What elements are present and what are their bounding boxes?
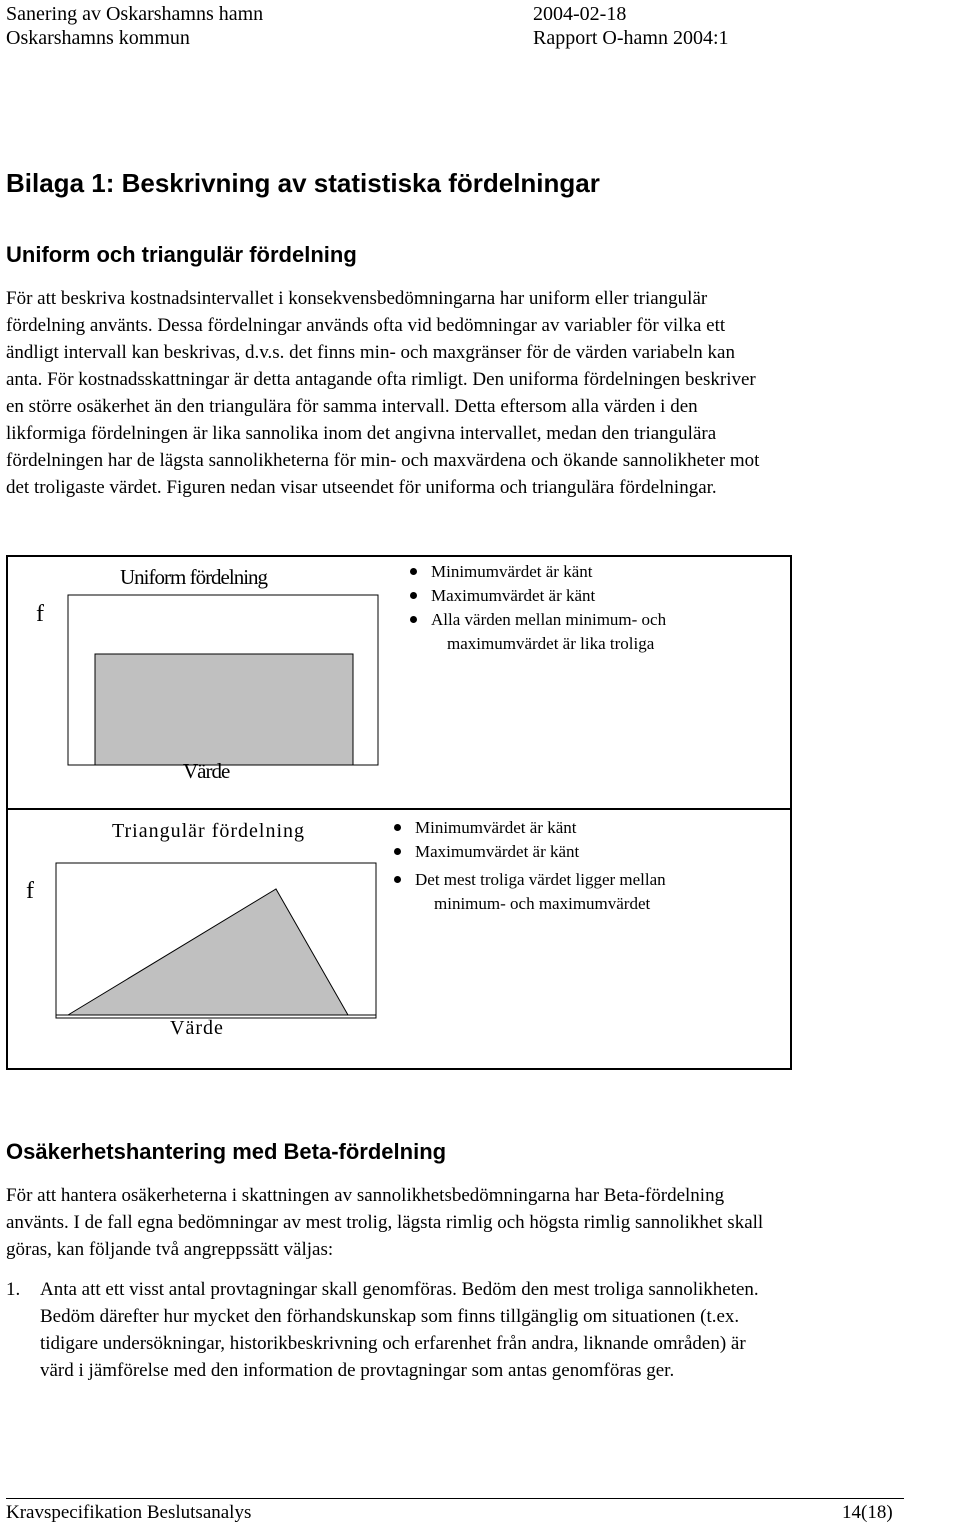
paragraph-line: För att hantera osäkerheterna i skattningen av sannolikhetsbedömningarna har Beta-fördelning (6, 1185, 725, 1206)
header-doc-title: Sanering av Oskarshamns hamn (6, 3, 264, 25)
bullet-continuation: minimum- och maximumvärdet (434, 894, 651, 913)
bullet-item: Maximumvärdet är känt (410, 584, 666, 608)
numbered-list-item (40, 1276, 956, 1384)
bullet-item: Maximumvärdet är känt (394, 840, 666, 864)
section-heading-beta: Osäkerhetshantering med Beta-fördelning (6, 1139, 447, 1164)
uniform-y-label: f (36, 601, 44, 627)
paragraph-line: För att beskriva kostnadsintervallet i konsekvensbedömningarna har uniform eller triangulär (6, 288, 708, 309)
bullet-icon (394, 824, 401, 831)
uniform-title: Uniform fördelning (120, 565, 268, 589)
bullet-item: Alla värden mellan minimum- och (410, 608, 666, 632)
footer-rule (6, 1498, 904, 1499)
section2-paragraph (6, 1182, 956, 1263)
bullet-icon (410, 616, 417, 623)
page-title: Bilaga 1: Beskrivning av statistiska fördelningar (6, 168, 600, 198)
bullet-item: Minimumvärdet är känt (394, 816, 666, 840)
paragraph-line: fördelning använts. Dessa fördelningar används ofta vid bedömningar av variabler för vilka ett (6, 315, 726, 336)
bullet-item: Minimumvärdet är känt (410, 560, 666, 584)
triangular-distribution-panel (6, 808, 792, 1070)
uniform-distribution-panel (6, 555, 792, 814)
header-date: 2004-02-18 (533, 3, 627, 25)
section-heading-uniform-triangular: Uniform och triangulär fördelning (6, 242, 357, 267)
paragraph-line: Anta att ett visst antal provtagningar skall genomföras. Bedöm den mest troliga sannolikheten. (40, 1279, 759, 1300)
header-org: Oskarshamns kommun (6, 27, 190, 49)
paragraph-line: göras, kan följande två angreppssätt väljas: (6, 1239, 334, 1260)
list-number: 1. (6, 1279, 21, 1300)
bullet-icon (394, 848, 401, 855)
uniform-distribution-chart (8, 557, 790, 812)
paragraph-line: tidigare undersökningar, historikbeskrivning och erfarenhet från andra, liknande områden) är (40, 1333, 746, 1354)
bullet-icon (410, 568, 417, 575)
bullet-icon (410, 592, 417, 599)
header-report-id: Rapport O-hamn 2004:1 (533, 27, 729, 49)
uniform-density-rect (95, 654, 353, 765)
page-number: 14(18) (842, 1502, 893, 1523)
paragraph-line: anta. För kostnadsskattningar är detta antagande ofta rimligt. Den uniforma fördelningen beskriver (6, 369, 756, 390)
bullet-continuation: maximumvärdet är lika troliga (447, 634, 655, 653)
paragraph-line: fördelningen har de lägsta sannolikheterna för min- och maxvärdena och ökande sannolikheter mot (6, 450, 760, 471)
uniform-x-label: Värde (183, 759, 230, 783)
paragraph-line: Bedöm därefter hur mycket den förhandskunskap som finns tillgänglig om situationen (t.ex. (40, 1306, 740, 1327)
paragraph-line: använts. I de fall egna bedömningar av mest trolig, lägsta rimlig och högsta rimlig sannolikhet skall (6, 1212, 764, 1233)
paragraph-line: värd i jämförelse med den information de provtagningar som antas genomföras ger. (40, 1360, 675, 1381)
triangular-bullet-list (394, 816, 666, 916)
triangular-title: Triangulär fördelning (112, 820, 306, 842)
triangular-y-label: f (26, 878, 34, 904)
paragraph-line: en större osäkerhet än den triangulära för samma intervall. Detta eftersom alla värden i den (6, 396, 698, 417)
paragraph-line: ändligt intervall kan beskrivas, d.v.s. det finns min- och maxgränser för de värden variabeln kan (6, 342, 735, 363)
footer-doc-name: Kravspecifikation Beslutsanalys (6, 1502, 252, 1523)
paragraph-line: det troligaste värdet. Figuren nedan visar utseendet för uniforma och triangulära fördelningar. (6, 477, 717, 498)
paragraph-line: likformiga fördelningen är lika sannolika inom det angivna intervallet, medan den triangulära (6, 423, 717, 444)
bullet-item: Det mest troliga värdet ligger mellan (394, 868, 666, 892)
section1-paragraph (6, 285, 956, 501)
bullet-icon (394, 876, 401, 883)
uniform-bullet-list (410, 560, 666, 656)
triangular-x-label: Värde (170, 1017, 224, 1039)
